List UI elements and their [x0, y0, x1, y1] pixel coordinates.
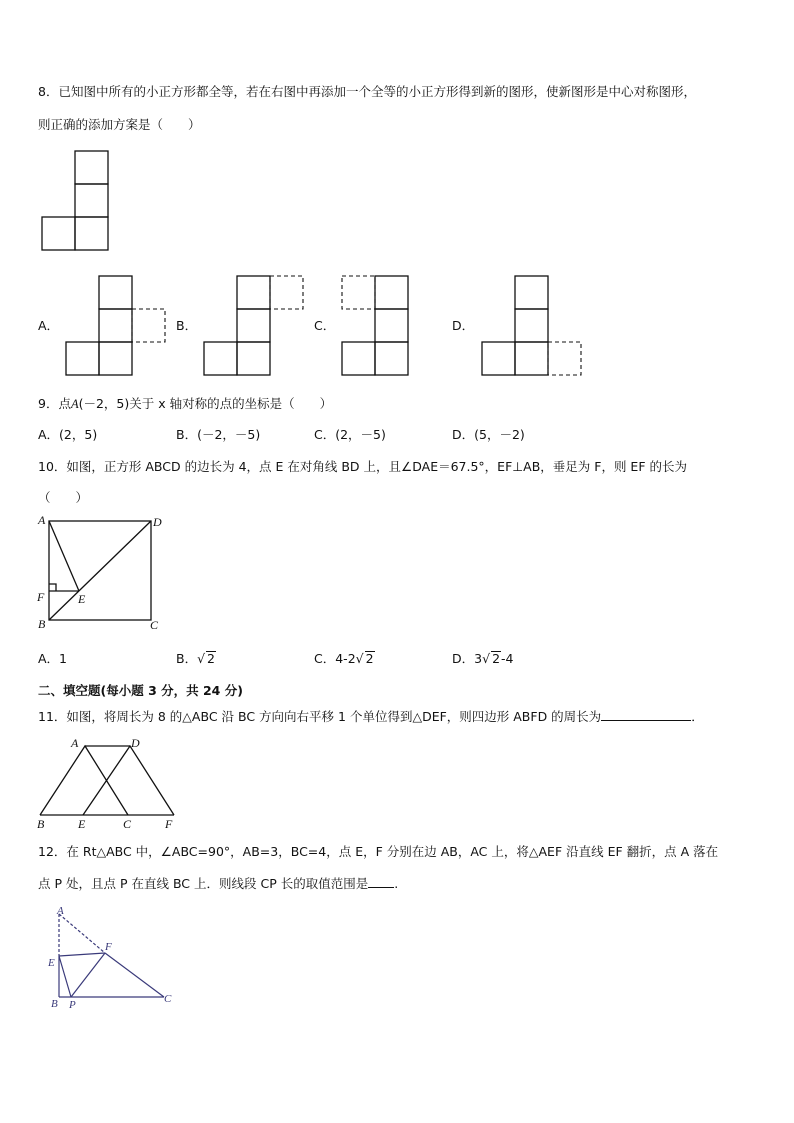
q10-label-c: C: [150, 618, 159, 632]
q12-label-e: E: [48, 957, 55, 969]
q10-option-d-suffix: -4: [501, 651, 514, 666]
q12-segment-fp: [71, 953, 105, 997]
q10-label-f: F: [37, 590, 45, 604]
q10-label-d: D: [153, 515, 162, 529]
radical-sign-icon: √: [355, 651, 364, 666]
q11-question: 11．如图，将周长为 8 的△ABC 沿 BC 方向向右平移 1 个单位得到△DEF，则四边形 ABFD 的周长为: [38, 709, 602, 724]
q10-diagonal-bd: [49, 521, 151, 620]
q12-segment-ef: [59, 953, 105, 956]
q9-option-b: B．(－2，－5): [176, 427, 261, 442]
q8-option-a-label: A．: [38, 318, 60, 333]
q10-label-a: A: [38, 513, 46, 527]
q12-answer-blank: [368, 875, 394, 888]
q9-text: [38, 396, 332, 412]
q12-end: .: [394, 876, 399, 891]
q10-option-b: [176, 651, 216, 667]
q9-prefix: 9．点: [38, 396, 71, 411]
q9-option-a: A．(2，5): [38, 427, 98, 442]
q10-label-b: B: [38, 617, 46, 631]
q8-option-c-figure: [339, 275, 411, 377]
q8-option-d-figure: [480, 275, 584, 377]
q10-option-c-prefix: C．4-2: [314, 651, 356, 666]
q12-fold-figure: [46, 904, 178, 1012]
q10-option-a: A．1: [38, 651, 68, 666]
q12-text-line1: 12．在 Rt△ABC 中，∠ABC=90°，AB=3，BC=4，点 E，F 分别在边 AB，AC 上，将△AEF 沿直线 EF 翻折，点 A 落在: [38, 844, 719, 859]
q11-end: ．: [691, 709, 704, 724]
radical-sign-icon: √: [197, 651, 206, 666]
q10-option-c-radicand: 2: [365, 651, 374, 666]
q10-right-angle-mark: [49, 584, 56, 591]
q11-label-a: A: [71, 736, 79, 750]
q9-coords: (－2，5): [78, 396, 130, 411]
q12-label-b: B: [51, 998, 58, 1010]
q11-label-b: B: [37, 817, 45, 831]
q8-option-b-label: B．: [176, 318, 198, 333]
q12-label-a: A: [57, 905, 64, 917]
q10-text-line2: （ ）: [38, 490, 89, 505]
radical-sign-icon: √: [482, 651, 491, 666]
q10-option-d-radicand: 2: [492, 651, 501, 666]
q10-option-b-radicand: 2: [207, 651, 215, 666]
q11-label-f: F: [165, 817, 173, 831]
q11-label-d: D: [131, 736, 140, 750]
q8-option-d-label: D．: [452, 318, 475, 333]
q10-option-b-prefix: B．: [176, 651, 198, 666]
q11-text: [38, 708, 704, 725]
q12-label-f: F: [105, 941, 112, 953]
section-heading-fill-in: 二、填空题(每小题 3 分，共 24 分): [38, 683, 243, 698]
q8-option-b-figure: [202, 275, 306, 377]
q10-option-d: [452, 651, 513, 667]
q8-original-figure: [40, 150, 110, 252]
q12-label-c: C: [164, 993, 172, 1005]
q8-text-line2: 则正确的添加方案是（ ）: [38, 117, 201, 132]
q11-triangle-def: [83, 746, 174, 815]
q10-square-figure: [34, 512, 168, 634]
q11-triangles-figure: [34, 735, 184, 831]
q9-option-c: C．(2，－5): [314, 427, 386, 442]
q9-suffix: 关于 x 轴对称的点的坐标是（ ）: [129, 396, 333, 411]
q12-text-line2: [38, 875, 398, 892]
q9-option-d: D．(5，－2): [452, 427, 525, 442]
q12-label-p: P: [69, 999, 76, 1011]
q11-label-e: E: [78, 817, 86, 831]
q12-segment-af-dashed: [59, 914, 105, 953]
q10-option-d-prefix: D．3: [452, 651, 483, 666]
q10-option-c: [314, 651, 375, 667]
q11-label-c: C: [123, 817, 132, 831]
q9-point-label: A: [70, 397, 79, 411]
q8-text-line1: 8．已知图中所有的小正方形都全等，若在右图中再添加一个全等的小正方形得到新的图形，使新图形是中心对称图形，: [38, 84, 696, 99]
q8-option-a-figure: [64, 275, 168, 377]
q12-segment-ep: [59, 956, 71, 997]
q10-text-line1: 10．如图，正方形 ABCD 的边长为 4，点 E 在对角线 BD 上，且∠DAE＝67.5°，EF⊥AB，垂足为 F，则 EF 的长为: [38, 459, 687, 474]
q11-triangle-abc: [40, 746, 128, 815]
q10-label-e: E: [78, 592, 86, 606]
q12-question: 点 P 处，且点 P 在直线 BC 上．则线段 CP 长的取值范围是: [38, 876, 369, 891]
q10-segment-ae: [49, 521, 79, 591]
q11-answer-blank: [601, 708, 691, 721]
q8-option-c-label: C．: [314, 318, 336, 333]
q12-segment-fc: [105, 953, 164, 997]
